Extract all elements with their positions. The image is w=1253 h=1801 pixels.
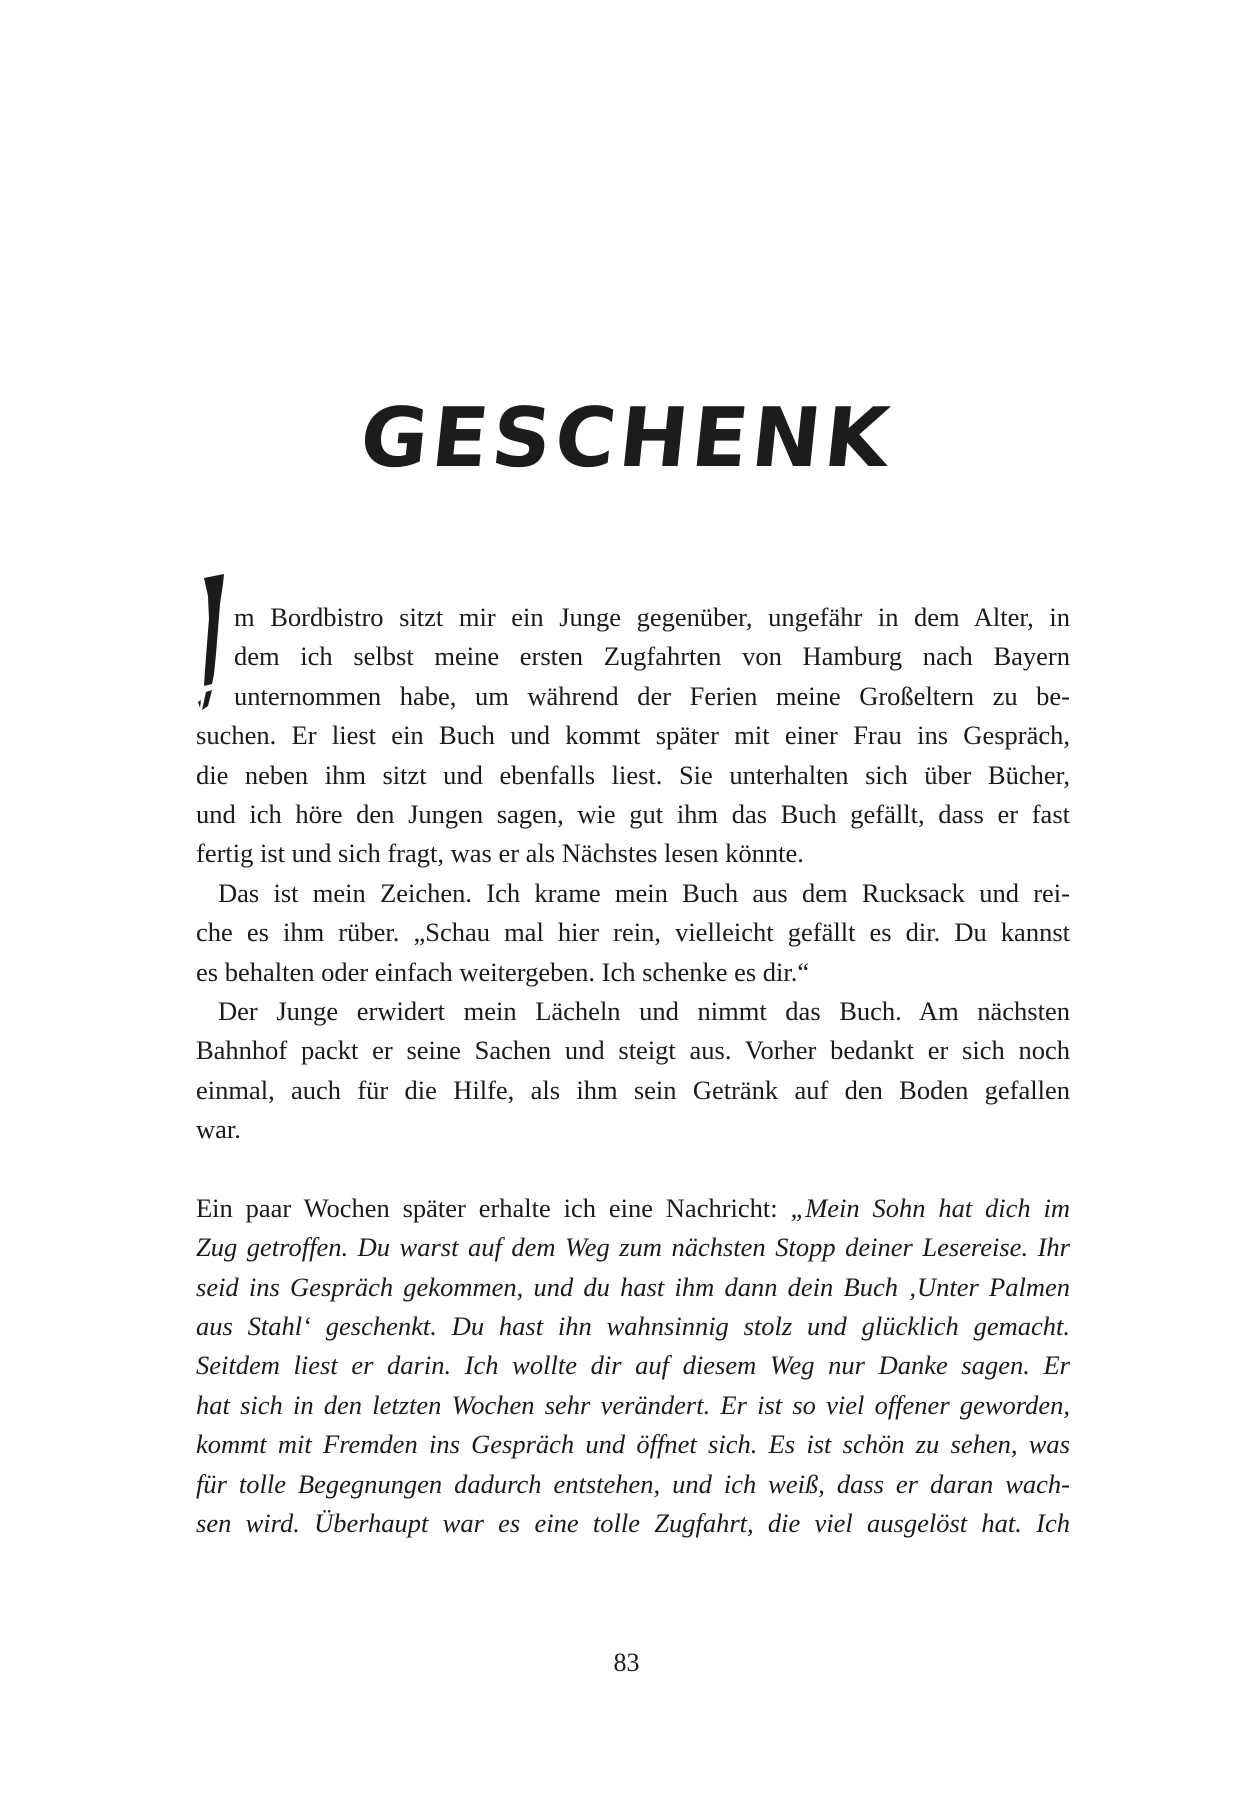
- text-line: dem ich selbst meine ersten Zugfahrten von Hamburg nach Bayern: [234, 641, 1070, 672]
- paragraph-4: [196, 1189, 1070, 1544]
- quoted-line: Zug getroffen. Du warst auf dem Weg zum nächsten Stopp deiner Lesereise. Ihr: [196, 1232, 1070, 1263]
- quoted-line: für tolle Begegnungen dadurch entstehen, und ich weiß, dass er daran wach-: [196, 1468, 1070, 1499]
- paragraph-2: [196, 874, 1070, 992]
- text-line: und ich höre den Jungen sagen, wie gut ihm das Buch gefällt, dass er fast: [196, 799, 1070, 830]
- text-line: fertig ist und sich fragt, was er als Nächstes lesen könnte.: [196, 838, 804, 869]
- text-line: einmal, auch für die Hilfe, als ihm sein Getränk auf den Boden gefallen: [196, 1074, 1070, 1105]
- section-break: [196, 1150, 1070, 1189]
- page-number: 83: [613, 1648, 640, 1677]
- text-line: unternommen habe, um während der Ferien meine Großeltern zu be-: [234, 680, 1070, 711]
- quoted-message-start: „Mein Sohn hat dich im: [790, 1192, 1070, 1223]
- paragraph-1: [196, 598, 1070, 874]
- text-line: es behalten oder einfach weitergeben. Ich schenke es dir.“: [196, 956, 810, 987]
- quoted-line: sen wird. Überhaupt war es eine tolle Zugfahrt, die viel ausgelöst hat. Ich: [196, 1507, 1070, 1538]
- quoted-line: seid ins Gespräch gekommen, und du hast ihm dann dein Buch ‚Unter Palmen: [196, 1271, 1070, 1302]
- text-line: che es ihm rüber. „Schau mal hier rein, vielleicht gefällt es dir. Du kannst: [196, 917, 1070, 948]
- text-line: Der Junge erwidert mein Lächeln und nimmt das Buch. Am nächsten: [218, 996, 1070, 1027]
- quoted-line: Seitdem liest er darin. Ich wollte dir auf diesem Weg nur Danke sagen. Er: [196, 1350, 1070, 1381]
- text-line: Das ist mein Zeichen. Ich krame mein Buch aus dem Rucksack und rei-: [218, 877, 1070, 908]
- quoted-line: hat sich in den letzten Wochen sehr verändert. Er ist so viel offener geworden,: [196, 1389, 1070, 1420]
- text-line: [196, 1189, 1070, 1228]
- text-line: suchen. Er liest ein Buch und kommt später mit einer Frau ins Gespräch,: [196, 720, 1070, 751]
- message-intro: Ein paar Wochen später erhalte ich eine Nachricht:: [196, 1192, 791, 1223]
- paragraph-3: [196, 992, 1070, 1150]
- body-text: [196, 598, 1070, 1543]
- text-line: Bahnhof packt er seine Sachen und steigt aus. Vorher bedankt er sich noch: [196, 1035, 1070, 1066]
- chapter-title: GESCHENK: [355, 391, 898, 486]
- quoted-line: aus Stahl‘ geschenkt. Du hast ihn wahnsinnig stolz und glücklich gemacht.: [196, 1310, 1070, 1341]
- text-line: war.: [196, 1114, 241, 1145]
- text-line: m Bordbistro sitzt mir ein Junge gegenüber, ungefähr in dem Alter, in: [234, 602, 1070, 632]
- text-line: die neben ihm sitzt und ebenfalls liest. Sie unterhalten sich über Bücher,: [196, 759, 1070, 790]
- quoted-line: kommt mit Fremden ins Gespräch und öffnet sich. Es ist schön zu sehen, was: [196, 1429, 1070, 1460]
